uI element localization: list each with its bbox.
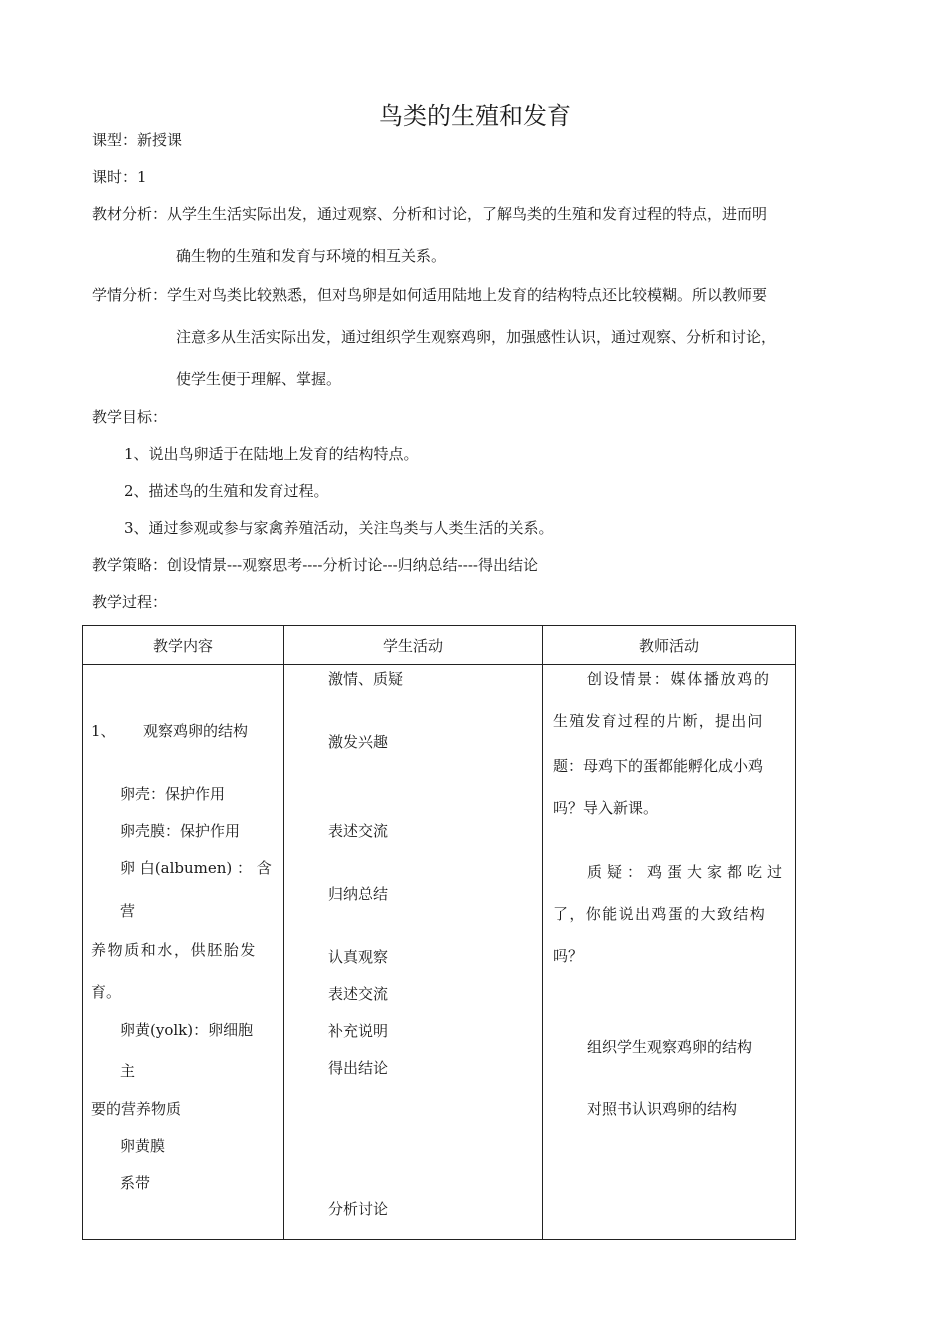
albumen-text: 卵 白(albumen) ： 含 (120, 859, 272, 877)
teacher-text: 创设情景：媒体播放鸡的 (587, 670, 771, 688)
teacher-text: 组织学生观察鸡卵的结构 (587, 1038, 753, 1056)
header-content: 教学内容 (83, 626, 284, 665)
document-title: 鸟类的生殖和发育 (379, 102, 571, 130)
teaching-strategy: 教学策略：创设情景---观察思考----分析讨论---归纳总结----得出结论 (92, 556, 538, 574)
student-activity: 分析讨论 (328, 1200, 389, 1218)
student-activity: 表述交流 (328, 985, 389, 1003)
process-heading: 教学过程： (92, 593, 168, 611)
albumen-text-cont: 养物质和水，供胚胎发 (91, 941, 258, 959)
albumen-text-cont: 营 (120, 902, 136, 920)
objective-item: 2、描述鸟的生殖和发育过程。 (124, 482, 329, 500)
process-table (82, 625, 796, 1240)
student-activity: 得出结论 (328, 1059, 389, 1077)
teacher-text: 了，你能说出鸡蛋的大致结构 (553, 905, 767, 923)
objectives-heading: 教学目标： (92, 408, 168, 426)
yolk-membrane-text: 卵黄膜 (120, 1137, 166, 1155)
textbook-analysis-line2: 确生物的生殖和发育与环境的相互关系。 (176, 247, 447, 265)
student-analysis-line1: 学情分析：学生对鸟类比较熟悉，但对鸟卵是如何适用陆地上发育的结构特点还比较模糊。所以教师要 (92, 286, 768, 304)
chalaza-text: 系带 (120, 1174, 151, 1192)
yolk-text-cont: 要的营养物质 (91, 1100, 182, 1118)
teacher-text: 题：母鸡下的蛋都能孵化成小鸡 (553, 757, 764, 775)
lesson-type: 课型：新授课 (92, 131, 183, 149)
teacher-text: 吗？ (553, 947, 584, 965)
student-activity: 激情、质疑 (328, 670, 404, 688)
header-teacher: 教师活动 (543, 626, 796, 665)
textbook-analysis-line1: 教材分析：从学生生活实际出发，通过观察、分析和讨论，了解鸟类的生殖和发育过程的特点，进而明 (92, 205, 768, 223)
content-cell (83, 665, 283, 1239)
student-activity: 表述交流 (328, 822, 389, 840)
student-analysis-line3: 使学生便于理解、掌握。 (176, 370, 342, 388)
objective-item: 1、说出鸟卵适于在陆地上发育的结构特点。 (124, 445, 419, 463)
item-number: 1、 (91, 722, 116, 740)
lesson-hours: 课时：1 (92, 168, 147, 186)
teacher-text: 生殖发育过程的片断，提出问 (553, 712, 764, 730)
table-header-row (83, 626, 796, 665)
student-cell (284, 665, 542, 1239)
objective-item: 3、通过参观或参与家禽养殖活动，关注鸟类与人类生活的关系。 (124, 519, 554, 537)
student-activity: 归纳总结 (328, 885, 389, 903)
yolk-text-cont: 主 (120, 1062, 136, 1080)
teacher-cell (543, 665, 795, 1239)
eggshell-text: 卵壳：保护作用 (120, 785, 226, 803)
albumen-text-cont: 育。 (91, 983, 122, 1001)
teacher-text: 吗？导入新课。 (553, 799, 659, 817)
student-analysis-line2: 注意多从生活实际出发，通过组织学生观察鸡卵，加强感性认识，通过观察、分析和讨论， (176, 328, 777, 346)
shell-membrane-text: 卵壳膜：保护作用 (120, 822, 241, 840)
teacher-text: 对照书认识鸡卵的结构 (587, 1100, 738, 1118)
yolk-text: 卵黄(yolk)：卵细胞 (120, 1021, 254, 1039)
student-activity: 认真观察 (328, 948, 389, 966)
item-title: 观察鸡卵的结构 (143, 722, 249, 740)
student-activity: 补充说明 (328, 1022, 389, 1040)
student-activity: 激发兴趣 (328, 733, 389, 751)
table-row (83, 665, 796, 1240)
teacher-text: 质疑：鸡蛋大家都吃过 (587, 863, 788, 881)
header-student: 学生活动 (284, 626, 543, 665)
